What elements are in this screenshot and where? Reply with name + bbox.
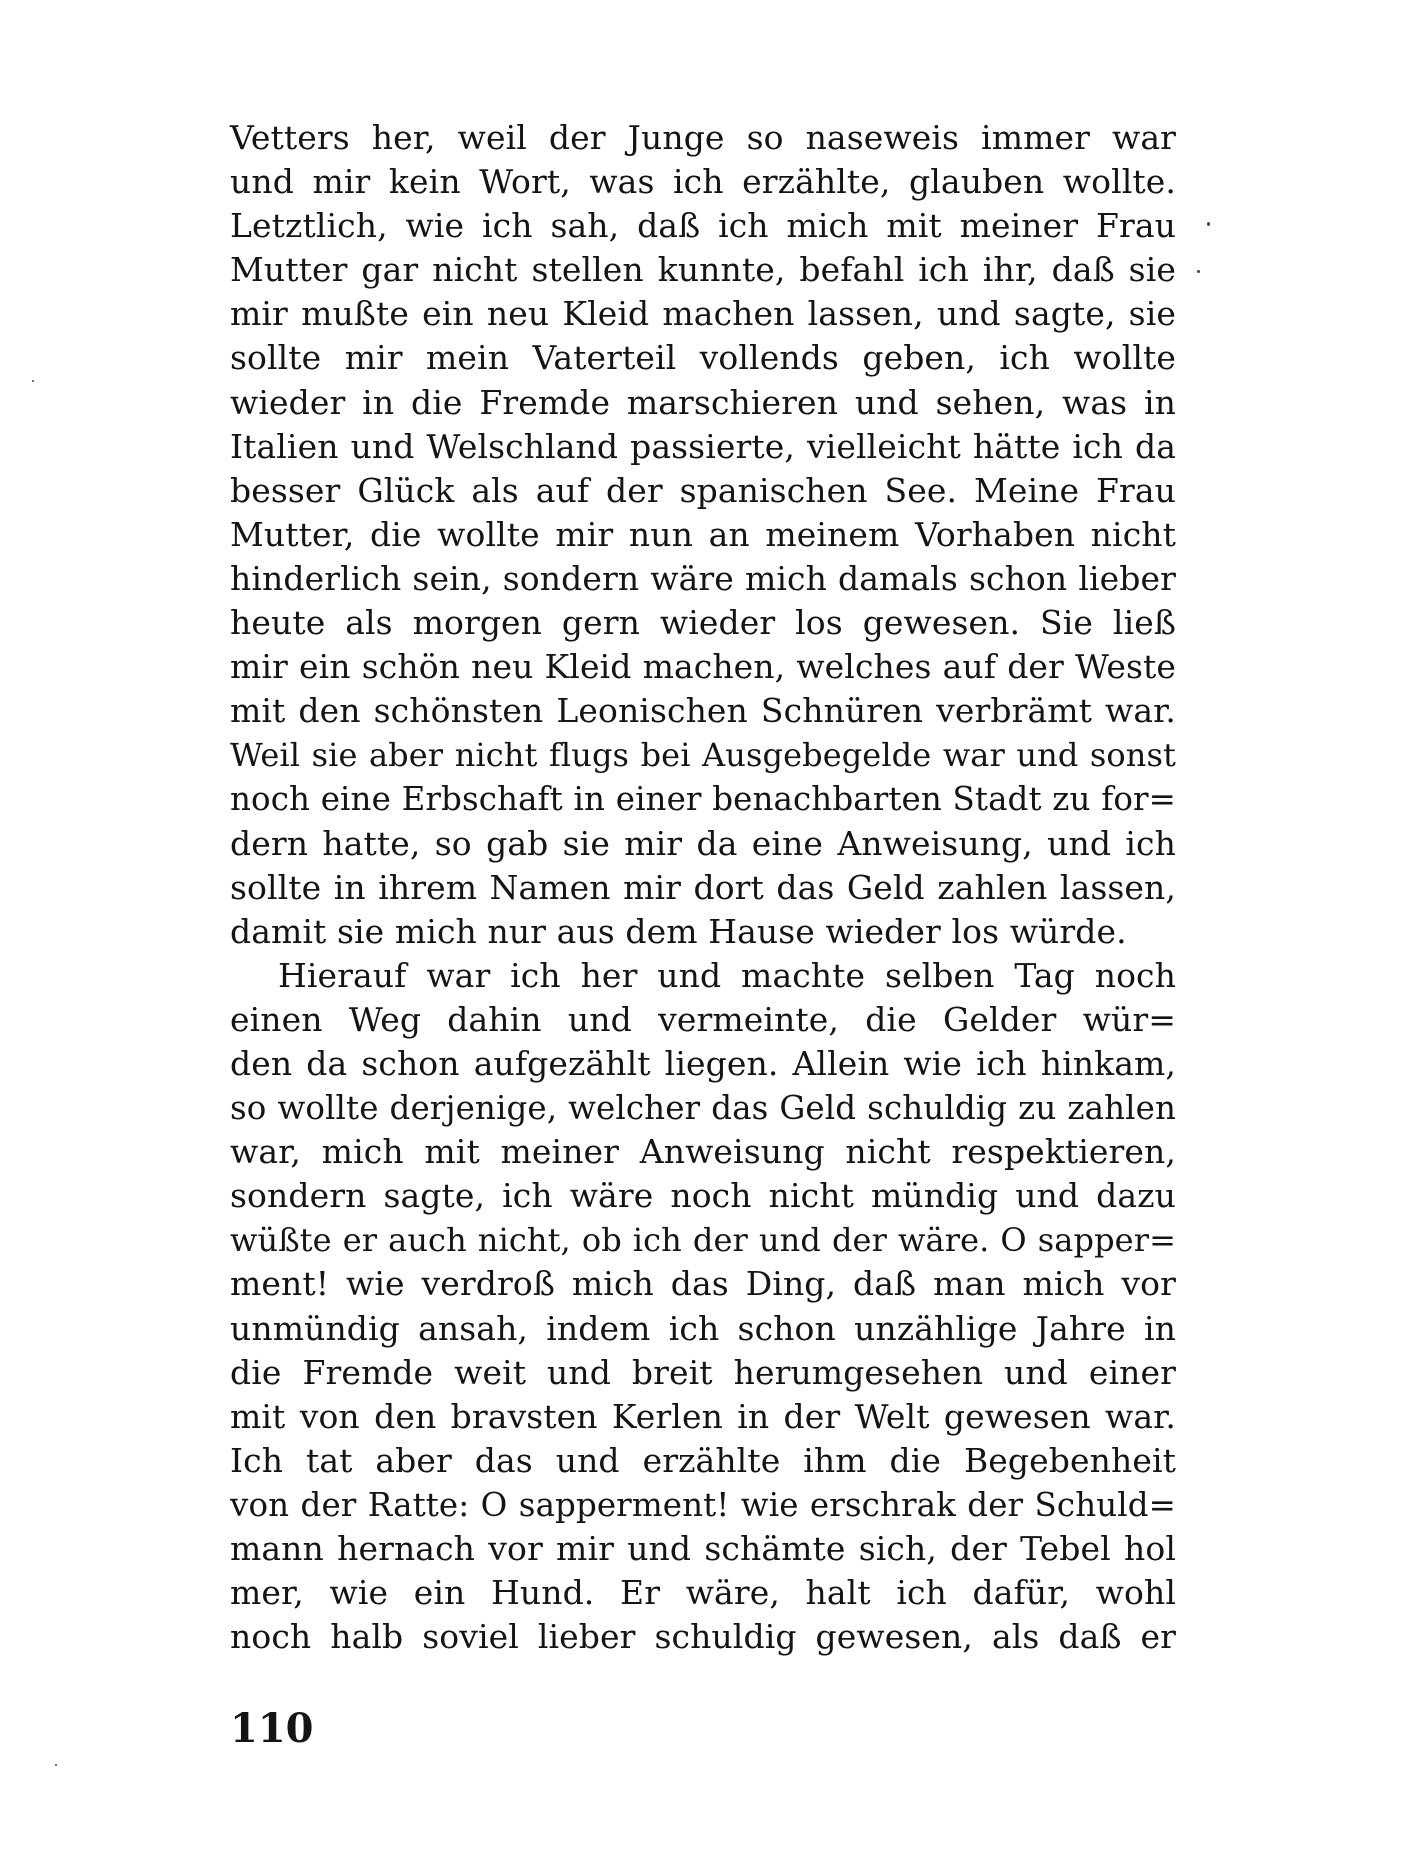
paragraph-1 <box>230 116 1176 954</box>
text-line: mann hernach vor mir und schämte sich, der Tebel hol <box>230 1529 1176 1568</box>
text-line: hinderlich sein, sondern wäre mich damals schon lieber <box>230 558 1176 598</box>
text-line: heute als morgen gern wieder los gewesen. Sie ließ <box>230 603 1176 643</box>
text-line: ment! wie verdroß mich das Ding, daß man mich vor <box>230 1264 1176 1304</box>
text-line: die Fremde weit und breit herumgesehen und einer <box>230 1352 1176 1392</box>
text-line: mer, wie ein Hund. Er wäre, halt ich dafür, wohl <box>230 1573 1176 1613</box>
body-text <box>230 116 1176 1659</box>
text-line: Italien und Welschland passierte, vielleicht hätte ich da <box>230 426 1176 466</box>
text-line: noch eine Erbschaft in einer benachbarten Stadt zu for= <box>230 780 1176 819</box>
text-line: dern hatte, so gab sie mir da eine Anweisung, und ich <box>230 823 1176 863</box>
scan-speck <box>1207 222 1210 226</box>
scan-speck <box>32 380 34 382</box>
text-line: und mir kein Wort, was ich erzählte, glauben wollte. <box>230 162 1176 202</box>
text-line: unmündig ansah, indem ich schon unzählige Jahre in <box>230 1308 1176 1348</box>
page-number: 110 <box>230 1705 314 1752</box>
text-line: Mutter, die wollte mir nun an meinem Vorhaben nicht <box>230 514 1176 554</box>
text-line: noch halb soviel lieber schuldig gewesen, als daß er <box>230 1617 1176 1657</box>
text-line: besser Glück als auf der spanischen See. Meine Frau <box>230 470 1176 510</box>
text-line: mit von den bravsten Kerlen in der Welt gewesen war. <box>230 1396 1176 1436</box>
text-line: den da schon aufgezählt liegen. Allein wie ich hinkam, <box>230 1043 1176 1083</box>
text-line: mir mußte ein neu Kleid machen lassen, und sagte, sie <box>230 294 1176 334</box>
text-line: sondern sagte, ich wäre noch nicht mündig und dazu <box>230 1176 1176 1216</box>
text-line: mit den schönsten Leonischen Schnüren verbrämt war. <box>230 691 1176 731</box>
paragraph-2 <box>230 954 1176 1660</box>
scan-speck <box>1197 270 1200 273</box>
text-line: Letztlich, wie ich sah, daß ich mich mit meiner Frau <box>230 206 1176 246</box>
text-line: Ich tat aber das und erzählte ihm die Begebenheit <box>230 1440 1176 1480</box>
text-line: Mutter gar nicht stellen kunnte, befahl ich ihr, daß sie <box>230 250 1176 290</box>
text-line: Hierauf war ich her und machte selben Tag noch <box>278 955 1176 995</box>
text-line: Weil sie aber nicht flugs bei Ausgebegelde war und sonst <box>230 736 1176 775</box>
text-line: sollte mir mein Vaterteil vollends geben, ich wollte <box>230 338 1176 378</box>
text-line: von der Ratte: O sapperment! wie erschrak der Schuld= <box>230 1485 1176 1524</box>
text-line: Vetters her, weil der Junge so naseweis immer war <box>230 118 1176 157</box>
text-line: wüßte er auch nicht, ob ich der und der wäre. O sapper= <box>230 1221 1176 1260</box>
text-line: damit sie mich nur aus dem Hause wieder los würde. <box>230 911 1127 951</box>
text-line: einen Weg dahin und vermeinte, die Gelder wür= <box>230 999 1176 1039</box>
text-line: so wollte derjenige, welcher das Geld schuldig zu zahlen <box>230 1089 1176 1128</box>
text-line: wieder in die Fremde marschieren und sehen, was in <box>230 382 1176 422</box>
text-line: sollte in ihrem Namen mir dort das Geld zahlen lassen, <box>230 867 1176 907</box>
scan-speck <box>55 1764 57 1766</box>
text-line: war, mich mit meiner Anweisung nicht respektieren, <box>230 1132 1176 1172</box>
text-line: mir ein schön neu Kleid machen, welches auf der Weste <box>230 647 1176 687</box>
